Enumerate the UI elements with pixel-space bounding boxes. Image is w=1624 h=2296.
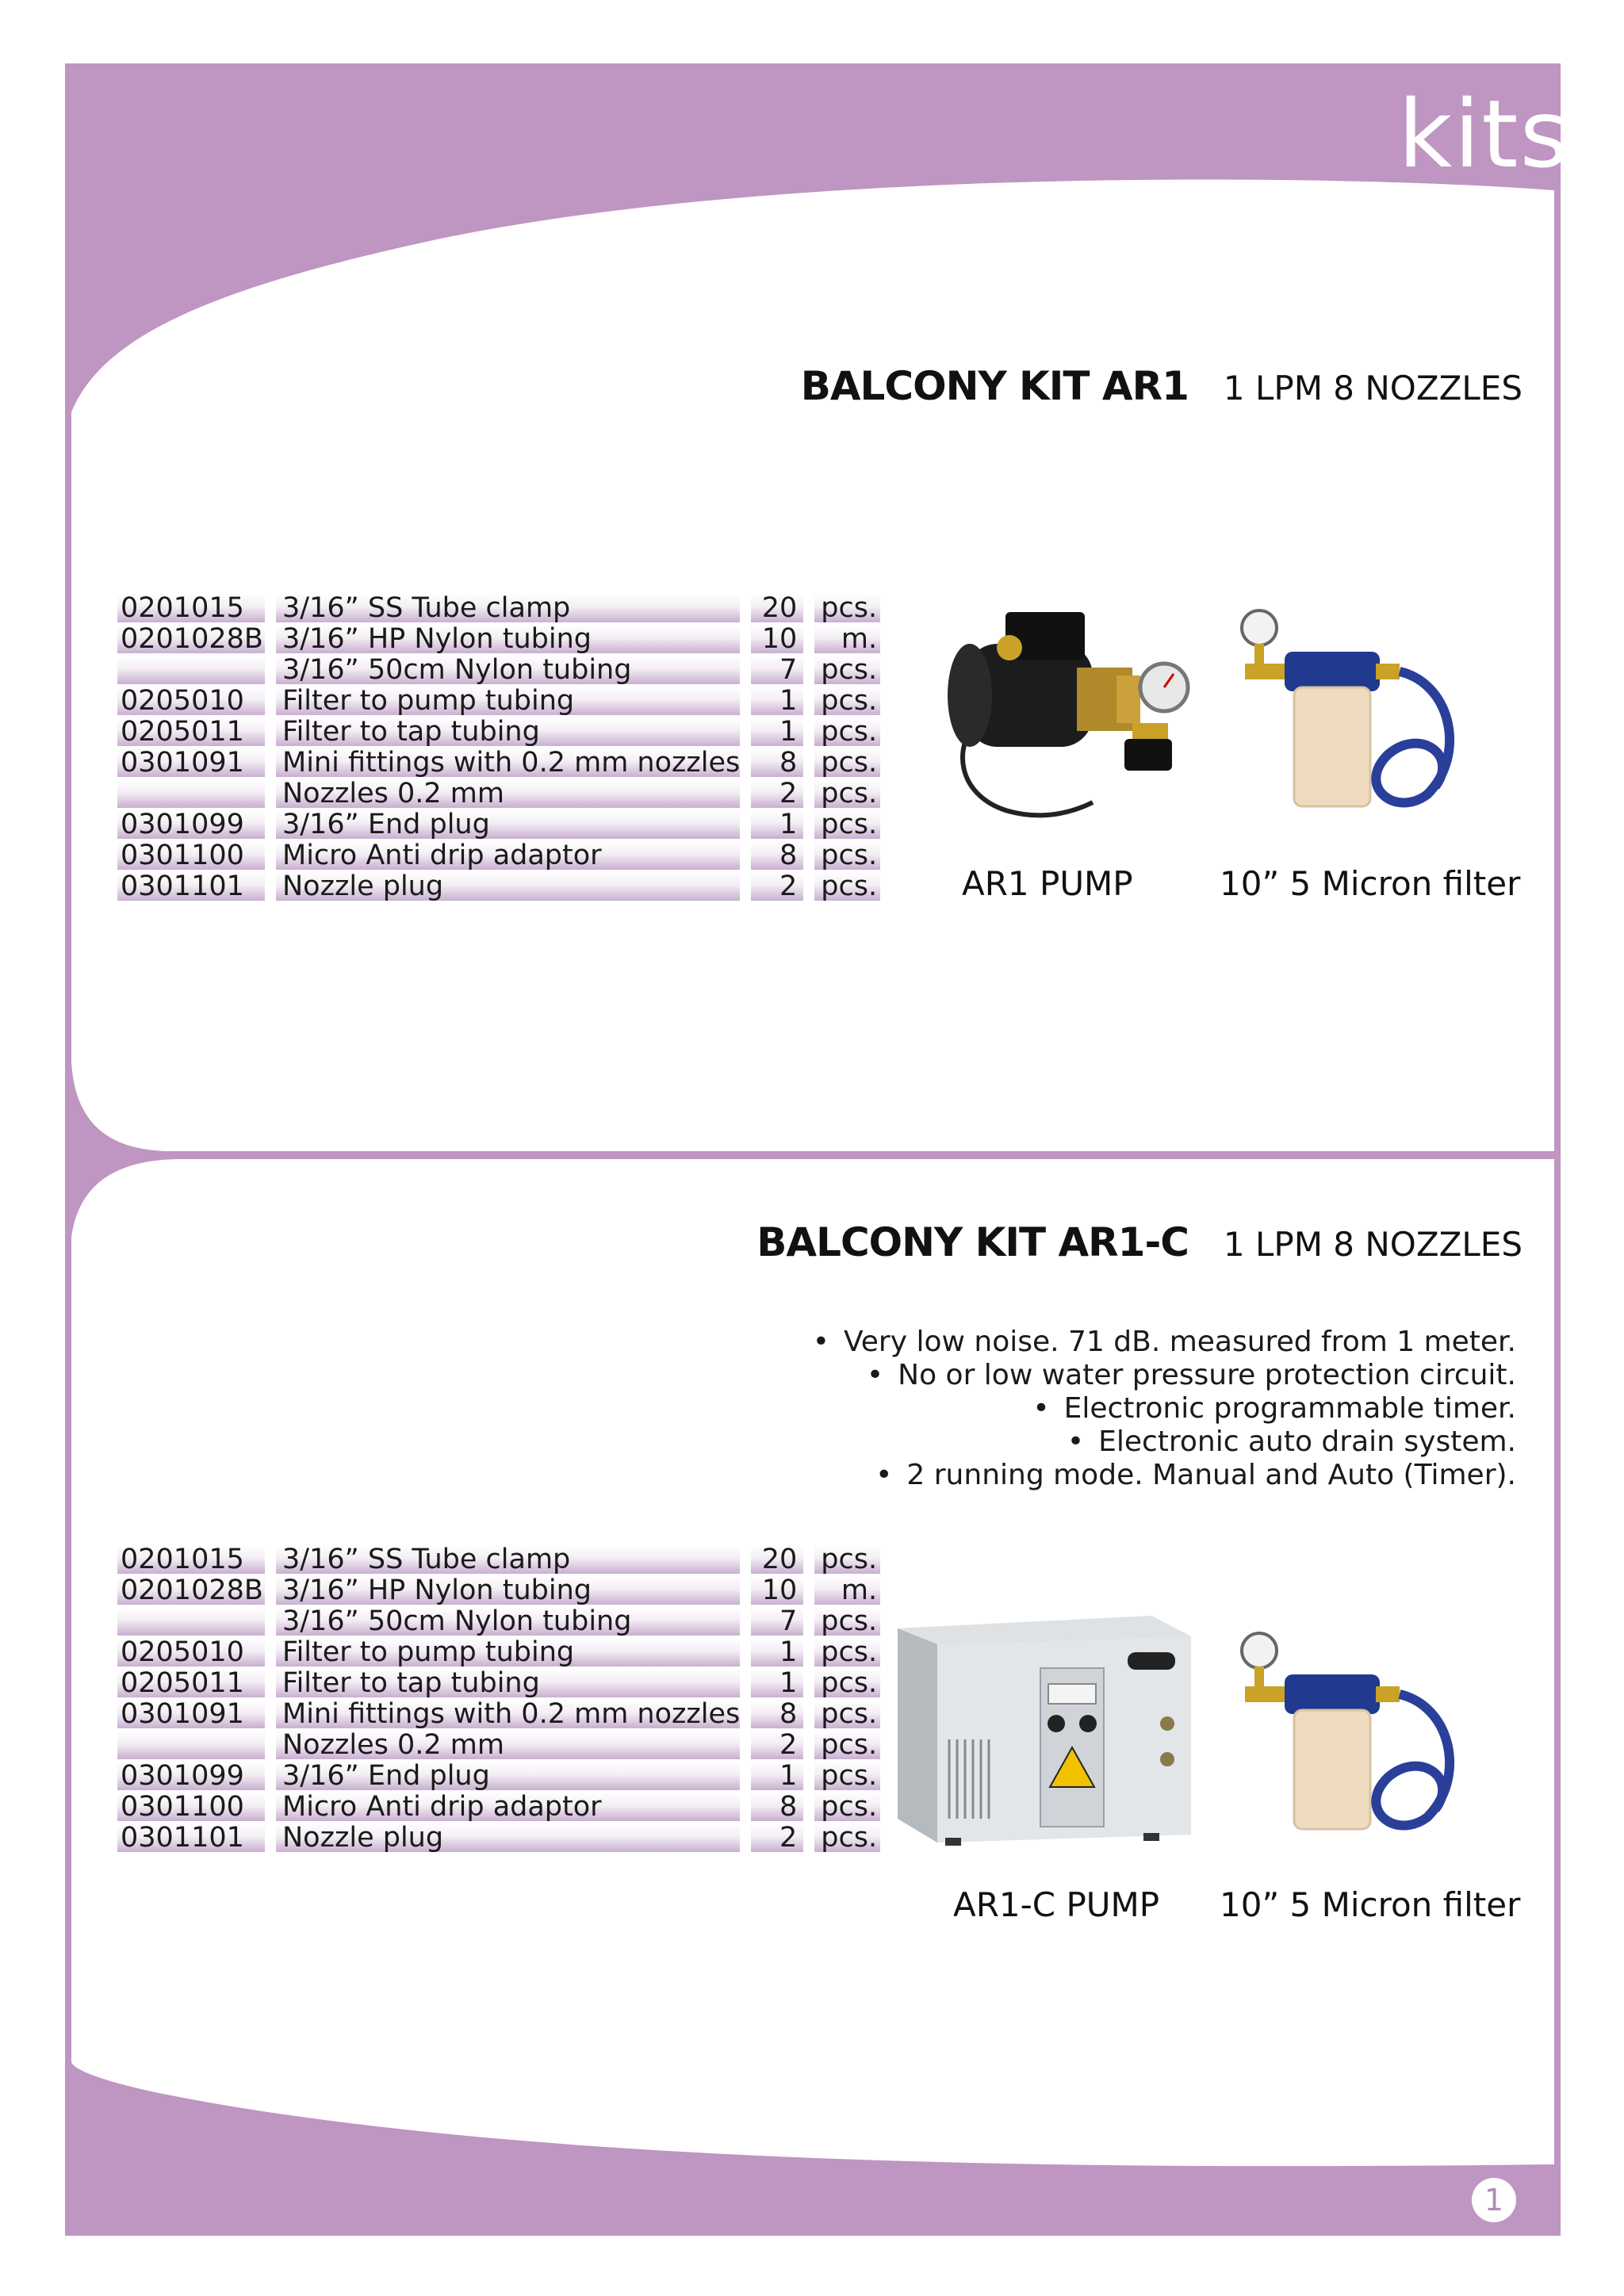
- part-code: [117, 779, 265, 808]
- part-qty: 1: [740, 1762, 803, 1790]
- part-description: Mini fittings with 0.2 mm nozzles: [265, 748, 740, 777]
- part-code: 0301100: [117, 841, 265, 870]
- part-description: Filter to pump tubing: [265, 1638, 740, 1667]
- part-description: 3/16” HP Nylon tubing: [265, 625, 740, 653]
- part-qty: 1: [740, 1638, 803, 1667]
- table-row: [117, 1731, 880, 1759]
- part-description: Micro Anti drip adaptor: [265, 1793, 740, 1821]
- list-item: • No or low water pressure protection circuit.: [813, 1359, 1516, 1392]
- table-row: [117, 779, 880, 808]
- part-unit: pcs.: [803, 1669, 880, 1697]
- list-item: • 2 running mode. Manual and Auto (Timer).: [813, 1459, 1516, 1492]
- ar1c-filter-image: [1237, 1619, 1475, 1849]
- part-code: 0201028B: [117, 625, 265, 653]
- part-code: 0301091: [117, 748, 265, 777]
- ar1-pump-image: [934, 588, 1204, 826]
- part-unit: pcs.: [803, 1638, 880, 1667]
- table-row: [117, 872, 880, 901]
- part-code: 0201028B: [117, 1576, 265, 1605]
- part-qty: 2: [740, 1823, 803, 1852]
- part-qty: 1: [740, 687, 803, 715]
- part-qty: 20: [740, 594, 803, 622]
- ar1c-pump-caption: AR1-C PUMP: [953, 1885, 1160, 1924]
- part-unit: pcs.: [803, 1700, 880, 1728]
- part-description: Filter to pump tubing: [265, 687, 740, 715]
- part-unit: pcs.: [803, 1607, 880, 1636]
- part-qty: 2: [740, 779, 803, 808]
- section-label: kits: [1398, 79, 1570, 189]
- part-unit: pcs.: [803, 656, 880, 684]
- ar1c-pump-image: [890, 1605, 1199, 1850]
- part-description: Nozzle plug: [265, 1823, 740, 1852]
- part-code: [117, 1607, 265, 1636]
- table-row: [117, 1669, 880, 1697]
- part-description: Filter to tap tubing: [265, 718, 740, 746]
- part-qty: 8: [740, 1793, 803, 1821]
- part-code: [117, 656, 265, 684]
- part-qty: 7: [740, 1607, 803, 1636]
- part-description: Nozzles 0.2 mm: [265, 1731, 740, 1759]
- table-row: [117, 718, 880, 746]
- kit1-parts-table: [117, 591, 880, 903]
- part-description: 3/16” 50cm Nylon tubing: [265, 1607, 740, 1636]
- kit1-name: BALCONY KIT AR1: [800, 363, 1189, 409]
- part-description: 3/16” SS Tube clamp: [265, 594, 740, 622]
- part-code: 0301099: [117, 810, 265, 839]
- part-description: 3/16” End plug: [265, 810, 740, 839]
- part-unit: pcs.: [803, 1762, 880, 1790]
- table-row: [117, 1607, 880, 1636]
- part-unit: pcs.: [803, 872, 880, 901]
- part-code: 0301100: [117, 1793, 265, 1821]
- table-row: [117, 1793, 880, 1821]
- table-row: [117, 810, 880, 839]
- table-row: [117, 1700, 880, 1728]
- part-qty: 7: [740, 656, 803, 684]
- table-row: [117, 1545, 880, 1574]
- part-code: 0205010: [117, 1638, 265, 1667]
- part-code: 0301099: [117, 1762, 265, 1790]
- part-unit: pcs.: [803, 687, 880, 715]
- part-code: 0301101: [117, 1823, 265, 1852]
- table-row: [117, 748, 880, 777]
- part-unit: pcs.: [803, 748, 880, 777]
- part-qty: 20: [740, 1545, 803, 1574]
- table-row: [117, 1762, 880, 1790]
- table-row: [117, 1576, 880, 1605]
- part-description: 3/16” End plug: [265, 1762, 740, 1790]
- part-description: 3/16” SS Tube clamp: [265, 1545, 740, 1574]
- part-unit: pcs.: [803, 1793, 880, 1821]
- part-qty: 1: [740, 810, 803, 839]
- part-description: Nozzles 0.2 mm: [265, 779, 740, 808]
- part-code: 0205011: [117, 718, 265, 746]
- table-row: [117, 594, 880, 622]
- part-unit: pcs.: [803, 1545, 880, 1574]
- part-unit: pcs.: [803, 594, 880, 622]
- part-qty: 2: [740, 1731, 803, 1759]
- part-code: [117, 1731, 265, 1759]
- part-qty: 2: [740, 872, 803, 901]
- part-qty: 10: [740, 625, 803, 653]
- part-code: 0301101: [117, 872, 265, 901]
- part-unit: pcs.: [803, 841, 880, 870]
- kit2-spec: 1 LPM 8 NOZZLES: [1223, 1225, 1522, 1264]
- part-unit: pcs.: [803, 779, 880, 808]
- ar1-filter-image: [1237, 596, 1475, 826]
- kit1-spec: 1 LPM 8 NOZZLES: [1223, 369, 1522, 408]
- part-qty: 8: [740, 748, 803, 777]
- part-unit: m.: [803, 1576, 880, 1605]
- ar1-pump-caption: AR1 PUMP: [962, 864, 1133, 903]
- ar1c-filter-caption: 10” 5 Micron filter: [1220, 1885, 1521, 1924]
- part-qty: 10: [740, 1576, 803, 1605]
- ar1-filter-caption: 10” 5 Micron filter: [1220, 864, 1521, 903]
- part-qty: 1: [740, 718, 803, 746]
- list-item: • Electronic programmable timer.: [813, 1392, 1516, 1425]
- part-description: Filter to tap tubing: [265, 1669, 740, 1697]
- part-qty: 8: [740, 1700, 803, 1728]
- part-code: 0205011: [117, 1669, 265, 1697]
- part-unit: pcs.: [803, 1823, 880, 1852]
- part-description: Nozzle plug: [265, 872, 740, 901]
- table-row: [117, 625, 880, 653]
- part-unit: m.: [803, 625, 880, 653]
- kit1-title: [801, 363, 1522, 409]
- part-unit: pcs.: [803, 810, 880, 839]
- kit2-parts-table: [117, 1543, 880, 1854]
- kit2-feature-list: [813, 1326, 1516, 1492]
- list-item: • Electronic auto drain system.: [813, 1425, 1516, 1459]
- kit2-name: BALCONY KIT AR1-C: [756, 1219, 1189, 1265]
- list-item: • Very low noise. 71 dB. measured from 1 meter.: [813, 1326, 1516, 1359]
- table-row: [117, 656, 880, 684]
- kit2-title: [756, 1219, 1522, 1265]
- part-code: 0201015: [117, 594, 265, 622]
- part-qty: 8: [740, 841, 803, 870]
- table-row: [117, 841, 880, 870]
- table-row: [117, 687, 880, 715]
- table-row: [117, 1823, 880, 1852]
- part-code: 0205010: [117, 687, 265, 715]
- part-code: 0201015: [117, 1545, 265, 1574]
- part-unit: pcs.: [803, 1731, 880, 1759]
- part-unit: pcs.: [803, 718, 880, 746]
- part-qty: 1: [740, 1669, 803, 1697]
- part-code: 0301091: [117, 1700, 265, 1728]
- page-number: 1: [1472, 2178, 1516, 2222]
- part-description: 3/16” 50cm Nylon tubing: [265, 656, 740, 684]
- part-description: Mini fittings with 0.2 mm nozzles: [265, 1700, 740, 1728]
- table-row: [117, 1638, 880, 1667]
- part-description: Micro Anti drip adaptor: [265, 841, 740, 870]
- part-description: 3/16” HP Nylon tubing: [265, 1576, 740, 1605]
